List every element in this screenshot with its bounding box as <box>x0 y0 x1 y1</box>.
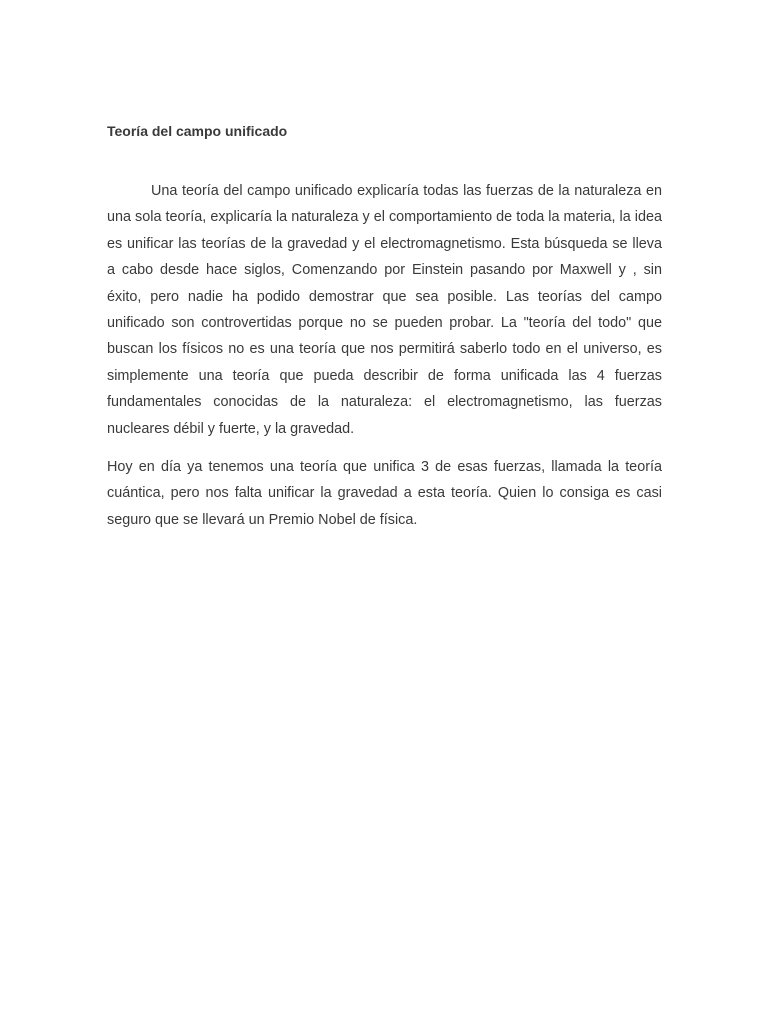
document-title: Teoría del campo unificado <box>107 123 288 139</box>
paragraph-2: Hoy en día ya tenemos una teoría que unifica 3 de esas fuerzas, llamada la teoría cuántica, pero nos falta unificar la gravedad a esta teoría. Quien lo consiga es casi seguro que se llevará un Premio Nobel de física. <box>107 459 662 528</box>
paragraph-1: Una teoría del campo unificado explicaría todas las fuerzas de la naturaleza en una sola teoría, explicaría la naturaleza y el comportamiento de toda la materia, la idea es unificar las teorías de la gravedad y el electromagnetismo. Esta búsqueda se lleva a cabo desde hace siglos, Comenzando por Einstein pasando por Maxwell y , sin éxito, pero nadie ha podido demostrar que sea posible. Las teorías del campo unificado son controvertidas porque no se pueden probar. La "teoría del todo" que buscan los físicos no es una teoría que nos permitirá saberlo todo en el universo, es simplemente una teoría que pueda describir de forma unificada las 4 fuerzas fundamentales conocidas de la naturaleza: el electromagnetismo, las fuerzas nucleares débil y fuerte, y la gravedad. <box>107 183 662 437</box>
document-body <box>107 122 662 533</box>
